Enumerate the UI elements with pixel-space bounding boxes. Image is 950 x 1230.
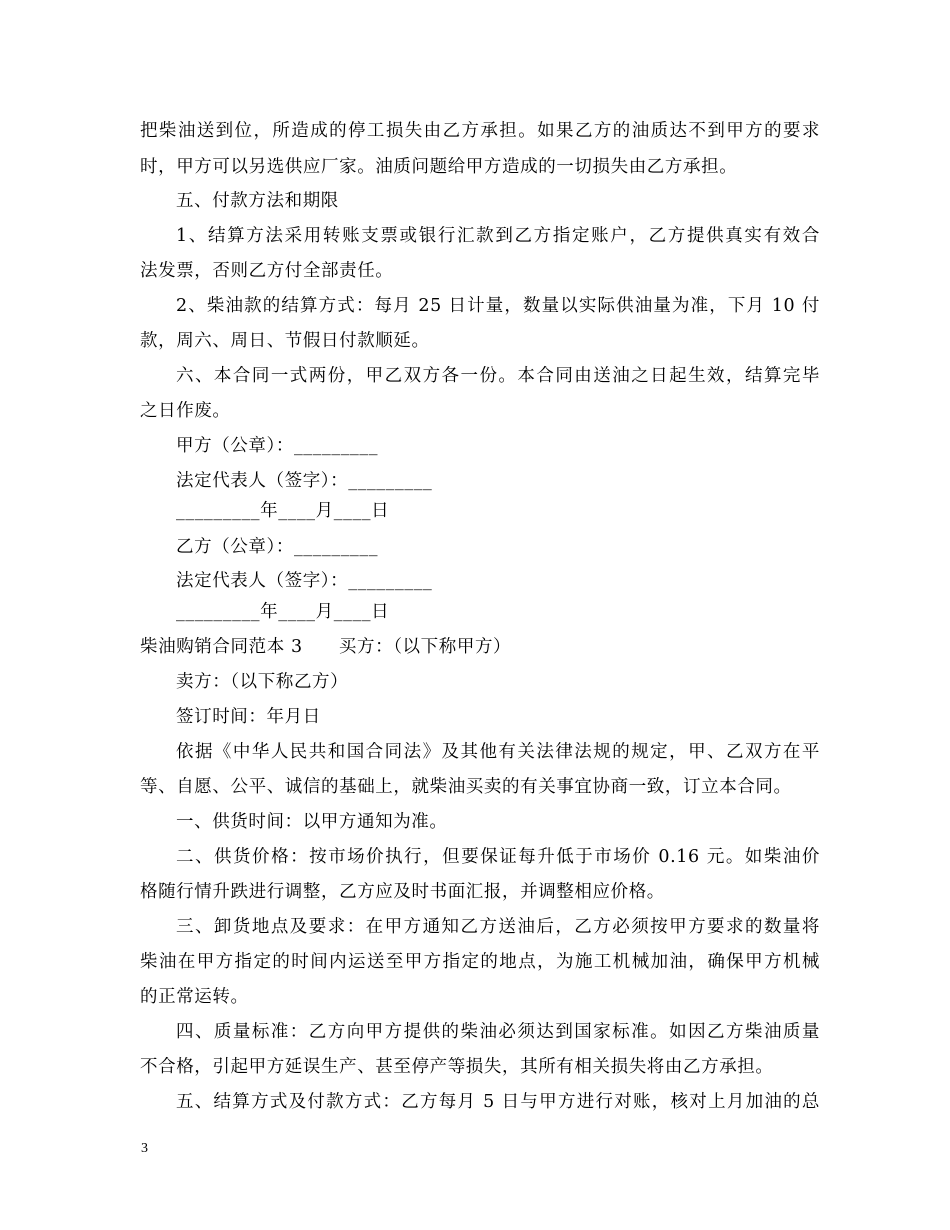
text-line: 法发票，否则乙方付全部责任。	[140, 261, 394, 281]
party-a-date-line: _________年____月____日	[176, 501, 390, 521]
party-b-seal-line: 乙方（公章）：_________	[176, 537, 379, 557]
clause-settlement: 五、结算方式及付款方式：乙方每月 5 日与甲方进行对账，核对上月加油的总	[176, 1092, 820, 1112]
clause-quality: 四、质量标准：乙方向甲方提供的柴油必须达到国家标准。如因乙方柴油质量	[176, 1022, 820, 1042]
page-number: 3	[141, 1141, 148, 1156]
text-line: 时，甲方可以另选供应厂家。油质问题给甲方造成的一切损失由乙方承担。	[140, 157, 738, 177]
text-line: 依据《中华人民共和国合同法》及其他有关法律法规的规定，甲、乙双方在平	[176, 742, 820, 762]
text-line: 1、结算方法采用转账支票或银行汇款到乙方指定账户，乙方提供真实有效合	[176, 226, 820, 246]
seller-line: 卖方：（以下称乙方）	[176, 672, 349, 692]
text-line: 六、本合同一式两份，甲乙双方各一份。本合同由送油之日起生效，结算完毕	[176, 366, 820, 386]
section-heading: 五、付款方法和期限	[176, 191, 339, 211]
party-a-representative-line: 法定代表人（签字）：_________	[176, 471, 433, 491]
party-a-seal-line: 甲方（公章）：_________	[176, 436, 379, 456]
clause-supply-time: 一、供货时间：以甲方通知为准。	[176, 812, 448, 832]
text-line: 不合格，引起甲方延误生产、甚至停产等损失，其所有相关损失将由乙方承担。	[140, 1057, 774, 1077]
clause-price: 二、供货价格：按市场价执行，但要保证每升低于市场价 0.16 元。如柴油价	[176, 847, 820, 867]
party-b-date-line: _________年____月____日	[176, 602, 390, 622]
text-line: 格随行情升跌进行调整，乙方应及时书面汇报，并调整相应价格。	[140, 882, 665, 902]
party-b-representative-line: 法定代表人（签字）：_________	[176, 571, 433, 591]
text-line: 的正常运转。	[140, 987, 249, 1007]
signing-date-line: 签订时间：年月日	[176, 707, 321, 727]
contract-title-line: 柴油购销合同范本 3 买方：（以下称甲方）	[140, 637, 512, 657]
text-line: 把柴油送到位，所造成的停工损失由乙方承担。如果乙方的油质达不到甲方的要求	[140, 121, 820, 141]
text-line: 等、自愿、公平、诚信的基础上，就柴油买卖的有关事宜协商一致，订立本合同。	[140, 777, 792, 797]
text-line: 之日作废。	[140, 401, 231, 421]
clause-delivery: 三、卸货地点及要求：在甲方通知乙方送油后，乙方必须按甲方要求的数量将	[176, 917, 820, 937]
text-line: 2、柴油款的结算方式：每月 25 日计量，数量以实际供油量为准，下月 10 付	[176, 296, 820, 316]
text-line: 款，周六、周日、节假日付款顺延。	[140, 331, 430, 351]
text-line: 柴油在甲方指定的时间内运送至甲方指定的地点，为施工机械加油，确保甲方机械	[140, 952, 820, 972]
